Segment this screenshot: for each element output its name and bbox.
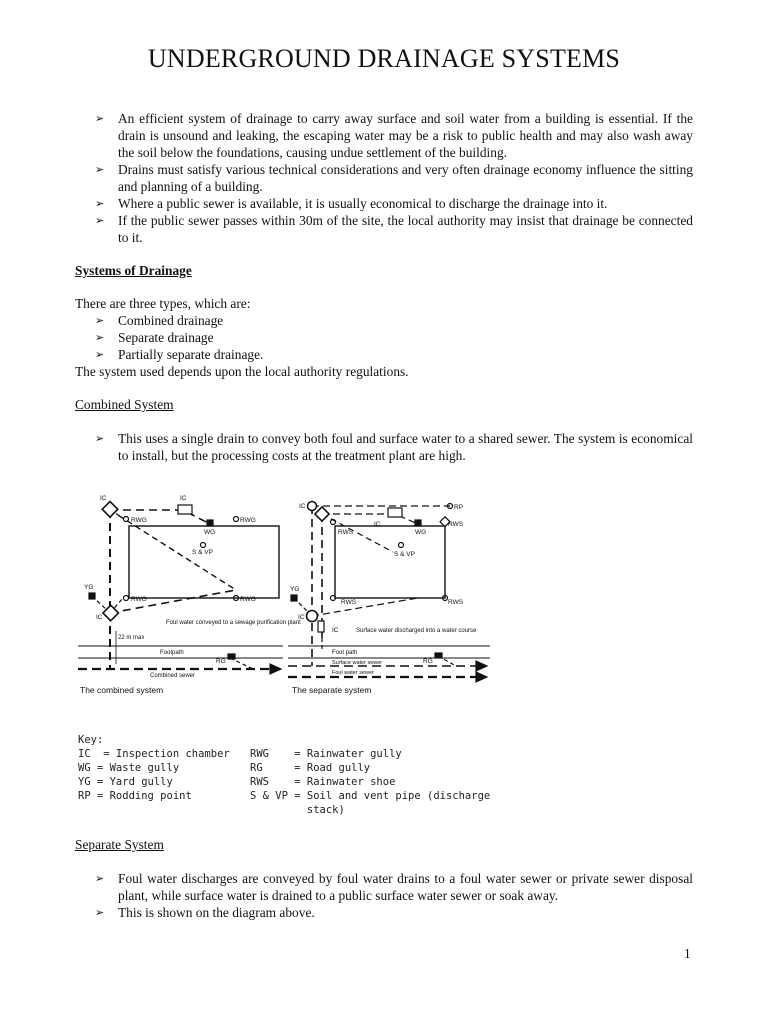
label-ic: IC [374, 521, 381, 528]
separate-bullet: ➢ This is shown on the diagram above. [95, 905, 315, 920]
arrow-bullet-icon: ➢ [95, 331, 105, 344]
yard-gully-icon [89, 593, 95, 599]
label-ic: IC [180, 495, 187, 502]
label-footpath: Footpath [160, 650, 184, 656]
systems-block [75, 295, 693, 380]
label-rwg: RWG [131, 596, 147, 603]
soil-vent-pipe-icon [201, 543, 206, 548]
key-entry: RP = Rodding point [78, 790, 192, 802]
separate-system-caption: The separate system [292, 685, 372, 695]
label-rg: RG [423, 658, 433, 665]
combined-system-diagram [78, 502, 283, 674]
systems-type-item: ➢ Separate drainage [95, 330, 214, 345]
arrow-bullet-icon: ➢ [95, 214, 105, 227]
drain-line [322, 514, 418, 524]
inspection-chamber-icon [308, 502, 317, 511]
combined-bullet-list [75, 430, 693, 464]
arrow-bullet-icon: ➢ [95, 163, 105, 176]
combined-bullet: ➢ This uses a single drain to convey both foul and surface water to a shared sewer. The system is economical to install, but the processing costs at the treatment plant are high. [95, 431, 693, 463]
separate-bullet-list [75, 870, 693, 921]
rainwater-gully-icon [124, 596, 129, 601]
label-svp: S & VP [394, 551, 415, 558]
systems-intro: There are three types, which are: [75, 296, 251, 311]
label-ic: IC [299, 503, 306, 510]
intro-bullet: ➢ An efficient system of drainage to carry away surface and soil water from a building is essential. If the drain is unsound and leaking, the escaping water may be a risk to public health and may also wash away the soil below the foundations, causing undue settlement of the building. [95, 111, 693, 160]
road-gully-icon [435, 653, 442, 658]
key-entry: S & VP = Soil and vent pipe (discharge [250, 790, 491, 802]
waste-gully-icon [415, 520, 421, 526]
flow-arrow-icon [476, 672, 487, 682]
waste-gully-icon [207, 520, 213, 526]
arrow-bullet-icon: ➢ [95, 872, 105, 885]
label-rwg: RWG [240, 596, 256, 603]
combined-system-labels [80, 495, 301, 695]
label-svp: S & VP [192, 549, 213, 556]
building-outline [335, 526, 445, 598]
drain-line [230, 658, 253, 669]
label-foul-water-note: Foul water conveyed to a sewage purification plant [166, 620, 301, 626]
label-wg: WG [415, 529, 427, 536]
key-title: Key: [78, 734, 104, 746]
combined-heading: Combined System [75, 397, 174, 412]
arrow-bullet-icon: ➢ [95, 112, 105, 125]
building-outline [129, 526, 279, 598]
systems-type-item: ➢ Partially separate drainage. [95, 347, 264, 362]
label-rws: RWS [341, 599, 357, 606]
label-rp: RP [454, 504, 464, 511]
label-distance: 22 m max [118, 635, 145, 641]
key-entry: IC = Inspection chamber [78, 748, 230, 760]
arrow-bullet-icon: ➢ [95, 348, 105, 361]
label-wg: WG [204, 529, 216, 536]
drainage-diagram [78, 488, 498, 708]
yard-gully-icon [291, 595, 297, 601]
inspection-chamber-icon [307, 611, 318, 622]
key-entry: YG = Yard gully [78, 776, 173, 788]
label-ic: IC [100, 495, 107, 502]
label-rws: RWS [338, 529, 354, 536]
key-entry: WG = Waste gully [78, 762, 180, 774]
intro-bullet: ➢ Where a public sewer is available, it is usually economical to discharge the drainage into it. [95, 196, 608, 211]
arrow-bullet-icon: ➢ [95, 906, 105, 919]
label-surface-water-sewer: Surface water sewer [332, 660, 383, 666]
key-entry: RG = Road gully [250, 762, 371, 774]
label-rws: RWS [448, 599, 464, 606]
label-rwg: RWG [240, 517, 256, 524]
combined-system-caption: The combined system [80, 685, 164, 695]
label-combined-sewer: Combined sewer [150, 673, 196, 679]
page-title: UNDERGROUND DRAINAGE SYSTEMS [147, 44, 621, 73]
label-rws: RWS [448, 521, 464, 528]
flow-arrow-icon [270, 664, 281, 674]
label-yg: YG [84, 584, 94, 591]
label-ic: IC [96, 614, 103, 621]
inspection-chamber-icon [102, 502, 118, 518]
intro-bullet-list [75, 110, 693, 246]
label-rwg: RWG [131, 517, 147, 524]
inspection-chamber-icon [318, 621, 324, 632]
systems-type-item: ➢ Combined drainage [95, 313, 224, 328]
key-entry: RWG = Rainwater gully [250, 748, 402, 760]
label-footpath: Foot path [332, 650, 358, 656]
label-ic: IC [298, 614, 305, 621]
systems-heading: Systems of Drainage [75, 263, 192, 278]
label-yg: YG [290, 586, 300, 593]
label-surface-water-note: Surface water discharged into a water course [356, 628, 477, 634]
arrow-bullet-icon: ➢ [95, 197, 105, 210]
separate-bullet: ➢ Foul water discharges are conveyed by foul water drains to a foul water sewer or private sewer disposal plant, while surface water is drained to a public surface water sewer or soak away. [95, 871, 693, 903]
inspection-chamber-icon [103, 605, 119, 621]
inspection-chamber-icon [315, 507, 329, 521]
intro-bullet: ➢ Drains must satisfy various technical considerations and very often drainage economy influence the sitting and planning of a building. [95, 162, 693, 194]
arrow-bullet-icon: ➢ [95, 314, 105, 327]
key-entry: RWS = Rainwater shoe [250, 776, 396, 788]
arrow-bullet-icon: ➢ [95, 432, 105, 445]
rainwater-gully-icon [124, 517, 129, 522]
systems-outro: The system used depends upon the local authority regulations. [75, 364, 409, 379]
intro-bullet: ➢ If the public sewer passes within 30m of the site, the local authority may insist that drainage be connected to it. [95, 213, 693, 245]
road-gully-icon [228, 654, 235, 659]
separate-heading: Separate System [75, 837, 164, 852]
soil-vent-pipe-icon [399, 543, 404, 548]
key-entry: stack) [250, 804, 345, 816]
inspection-chamber-icon [178, 505, 192, 514]
label-ic: IC [332, 627, 339, 634]
separate-system-diagram [288, 502, 490, 683]
label-foul-water-sewer: Foul water sewer [332, 670, 374, 676]
drain-line [312, 598, 418, 616]
inspection-chamber-icon [388, 508, 402, 517]
flow-arrow-icon [476, 661, 487, 671]
page-number: 1 [684, 946, 691, 961]
label-rg: RG [216, 658, 226, 665]
diagram-key [78, 732, 498, 822]
rainwater-gully-icon [234, 517, 239, 522]
